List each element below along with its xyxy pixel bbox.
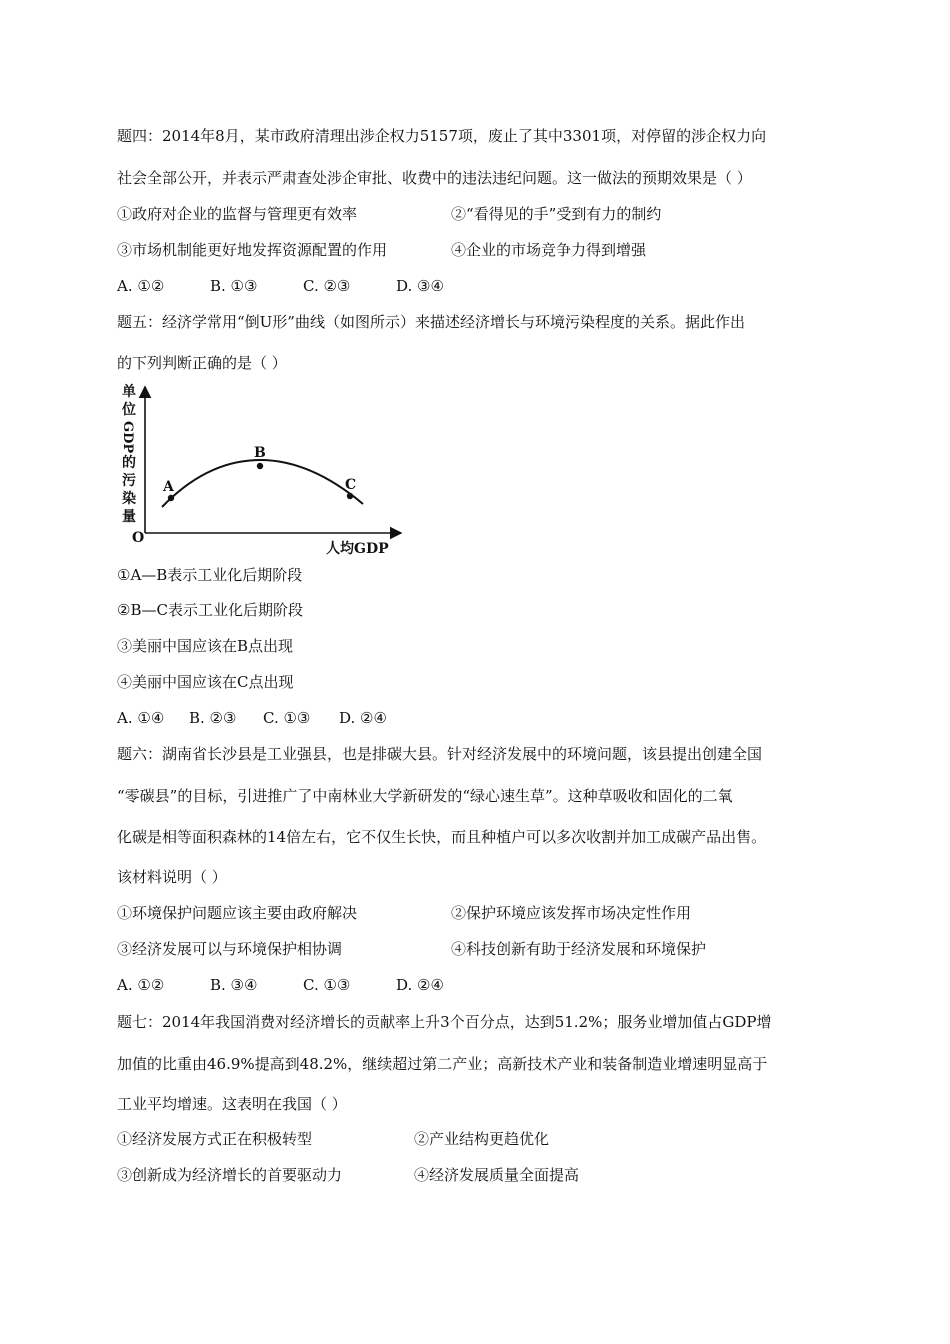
- q4-item-2: ②“看得见的手”受到有力的制约: [451, 205, 662, 223]
- q6-options: [117, 975, 444, 995]
- q5-option-d[interactable]: D. ②④: [339, 709, 387, 727]
- point-a-label: A: [163, 479, 174, 495]
- q4-item-4: ④企业的市场竞争力得到增强: [451, 241, 647, 259]
- q5-item-2: ②B—C表示工业化后期阶段: [117, 601, 303, 619]
- q6-stem-line1: 题六：湖南省长沙县是工业强县，也是排碳大县。针对经济发展中的环境问题，该县提出创建全国: [117, 745, 763, 763]
- q4-item-1: ①政府对企业的监督与管理更有效率: [117, 205, 358, 223]
- q5-option-a[interactable]: A. ①④: [117, 709, 165, 727]
- q4-stem-line1: 题四：2014年8月，某市政府清理出涉企权力5157项，废止了其中3301项，对停留的涉企权力向: [117, 127, 767, 145]
- q7-stem-line1: 题七：2014年我国消费对经济增长的贡献率上升3个百分点，达到51.2%；服务业增加值占GDP增: [117, 1013, 772, 1031]
- q5-stem-line1: 题五：经济学常用“倒U形”曲线（如图所示）来描述经济增长与环境污染程度的关系。据此作出: [117, 313, 745, 331]
- q4-option-c[interactable]: C. ②③: [303, 277, 351, 295]
- q4-stem-line2: 社会全部公开，并表示严肃查处涉企审批、收费中的违法违纪问题。这一做法的预期效果是（ ）: [117, 169, 752, 187]
- x-axis-label: 人均GDP: [326, 541, 389, 555]
- q4-item-3: ③市场机制能更好地发挥资源配置的作用: [117, 241, 388, 259]
- q7-item-4: ④经济发展质量全面提高: [414, 1166, 580, 1184]
- q5-item-4: ④美丽中国应该在C点出现: [117, 673, 294, 691]
- q7-item-3: ③创新成为经济增长的首要驱动力: [117, 1166, 343, 1184]
- point-b-label: B: [254, 445, 266, 461]
- q5-options: [117, 708, 387, 728]
- point-c-label: C: [345, 477, 357, 493]
- q7-stem-line3: 工业平均增速。这表明在我国（ ）: [117, 1095, 347, 1113]
- q5-option-b[interactable]: B. ②③: [189, 709, 237, 727]
- point-b: [257, 463, 263, 469]
- q4-option-d[interactable]: D. ③④: [396, 277, 444, 295]
- inverted-u-curve-figure: [118, 383, 408, 555]
- q5-item-3: ③美丽中国应该在B点出现: [117, 637, 294, 655]
- origin-label: O: [132, 530, 145, 546]
- y-axis-label-gdp: GDP: [120, 421, 135, 454]
- q6-stem-line2: “零碳县”的目标，引进推广了中南林业大学新研发的“绿心速生草”。这种草吸收和固化的二氧: [117, 787, 733, 805]
- q5-option-c[interactable]: C. ①③: [263, 709, 311, 727]
- q6-item-4: ④科技创新有助于经济发展和环境保护: [451, 940, 707, 958]
- q5-stem-line2: 的下列判断正确的是（ ）: [117, 354, 287, 372]
- q6-stem-line4: 该材料说明（ ）: [117, 868, 227, 886]
- q7-item-2: ②产业结构更趋优化: [414, 1130, 550, 1148]
- y-axis-label-5: 染: [122, 491, 136, 507]
- y-axis-label-3: 的: [122, 455, 136, 471]
- q7-stem-line2: 加值的比重由46.9%提高到48.2%，继续超过第二产业；高新技术产业和装备制造业增速明显高于: [117, 1055, 768, 1073]
- q6-option-d[interactable]: D. ②④: [396, 976, 444, 994]
- q6-item-1: ①环境保护问题应该主要由政府解决: [117, 904, 358, 922]
- point-c: [347, 493, 353, 499]
- y-axis-label-1: 单: [122, 384, 136, 400]
- y-axis-label-2: 位: [122, 402, 136, 418]
- q6-stem-line3: 化碳是相等面积森林的14倍左右，它不仅生长快，而且种植户可以多次收割并加工成碳产品出售。: [117, 828, 767, 846]
- q4-option-a[interactable]: A. ①②: [117, 277, 165, 295]
- y-axis-label-6: 量: [122, 509, 136, 525]
- point-a: [168, 495, 174, 501]
- q6-item-2: ②保护环境应该发挥市场决定性作用: [451, 904, 692, 922]
- q6-option-b[interactable]: B. ③④: [210, 976, 258, 994]
- q6-item-3: ③经济发展可以与环境保护相协调: [117, 940, 343, 958]
- y-axis-label-4: 污: [122, 473, 136, 489]
- q4-option-b[interactable]: B. ①③: [210, 277, 258, 295]
- q5-item-1: ①A—B表示工业化后期阶段: [117, 566, 303, 584]
- q6-option-c[interactable]: C. ①③: [303, 976, 351, 994]
- q6-option-a[interactable]: A. ①②: [117, 976, 165, 994]
- q7-item-1: ①经济发展方式正在积极转型: [117, 1130, 313, 1148]
- q4-options: [117, 276, 444, 296]
